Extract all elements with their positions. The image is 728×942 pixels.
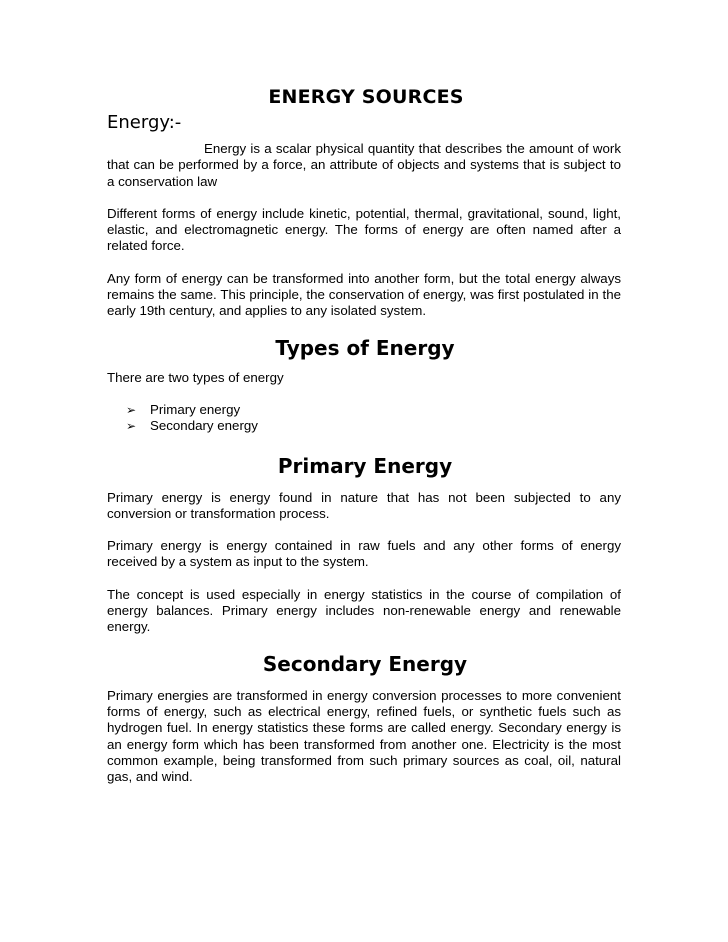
list-item-label: Primary energy xyxy=(150,401,241,417)
energy-types-list xyxy=(107,402,621,435)
primary-energy-paragraph-3: The concept is used especially in energy statistics in the course of compilation of energy balances. Primary energy includes non-renewable energy and renewable energy. xyxy=(107,586,621,635)
document-page xyxy=(107,86,621,785)
primary-energy-paragraph-2: Primary energy is energy contained in raw fuels and any other forms of energy received by a system as input to the system. xyxy=(107,538,621,570)
document-title: ENERGY SOURCES xyxy=(268,86,464,108)
types-intro-paragraph: There are two types of energy xyxy=(107,369,284,385)
energy-forms-paragraph: Different forms of energy include kinetic, potential, thermal, gravitational, sound, light, elastic, and electromagnetic energy. The forms of energy are often named after a related force. xyxy=(107,205,621,254)
secondary-energy-heading: Secondary Energy xyxy=(262,651,468,676)
primary-energy-paragraph-1: Primary energy is energy found in nature that has not been subjected to any conversion or transformation process. xyxy=(107,489,621,521)
list-item-label: Secondary energy xyxy=(150,418,258,434)
secondary-energy-paragraph: Primary energies are transformed in energy conversion processes to more convenient forms of energy, such as electrical energy, refined fuels, or synthetic fuels such as hydrogen fuel. In energy statistics these forms are called energy. Secondary energy is an energy form which has been transformed from another one. Electricity is the most common example, being transformed from such primary sources as coal, oil, natural gas, and wind. xyxy=(107,687,621,785)
energy-conservation-paragraph: Any form of energy can be transformed into another form, but the total energy always remains the same. This principle, the conservation of energy, was first postulated in the early 19th century, and applies to any isolated system. xyxy=(107,270,621,319)
list-item xyxy=(126,418,621,434)
arrow-bullet-icon: ➢ xyxy=(126,403,137,418)
types-of-energy-heading: Types of Energy xyxy=(275,335,455,360)
energy-definition-paragraph: Energy is a scalar physical quantity that describes the amount of work that can be performed by a force, an attribute of objects and systems that is subject to a conservation law xyxy=(107,141,621,189)
list-item xyxy=(126,402,621,418)
primary-energy-heading: Primary Energy xyxy=(277,453,453,478)
arrow-bullet-icon: ➢ xyxy=(126,419,137,434)
energy-heading: Energy:- xyxy=(107,112,182,133)
